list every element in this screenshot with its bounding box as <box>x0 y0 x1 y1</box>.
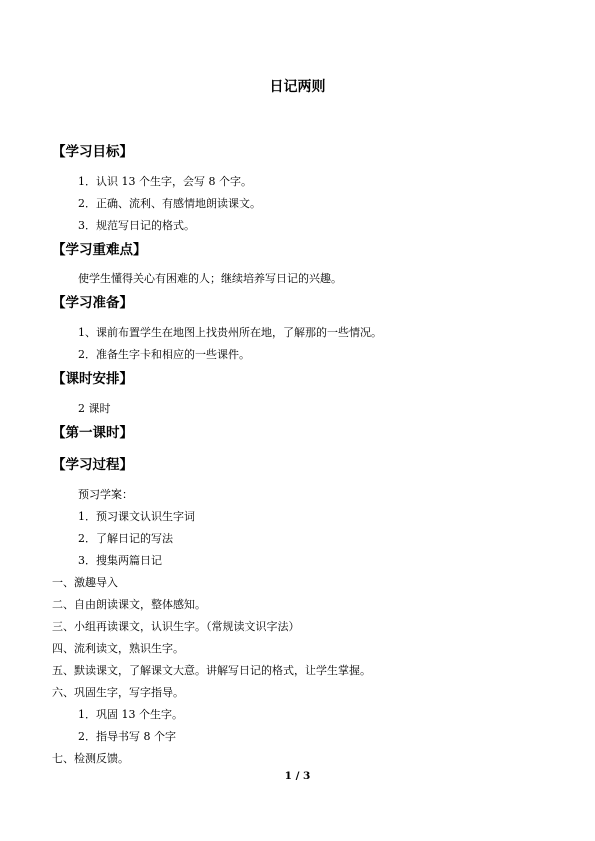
preview-item-2: 2．了解日记的写法 <box>78 532 173 545</box>
document-title: 日记两则 <box>269 79 326 95</box>
process-step-1: 一、激趣导入 <box>52 576 118 589</box>
heading-preparation: 【学习准备】 <box>52 295 133 311</box>
process-step-3: 三、小组再读课文，认识生字。（常规读文识字法） <box>52 620 300 633</box>
process-sub-item-1: 1．巩固 13 个生字。 <box>78 708 183 721</box>
heading-objectives: 【学习目标】 <box>52 144 133 160</box>
preparation-item-1: 1、课前布置学生在地图上找贵州所在地，了解那的一些情况。 <box>78 326 382 339</box>
process-step-4: 四、流利读文，熟识生字。 <box>52 642 184 655</box>
page-number: 1 / 3 <box>284 770 311 782</box>
key-points-text: 使学生懂得关心有困难的人；继续培养写日记的兴趣。 <box>78 272 342 285</box>
process-step-2: 二、自由朗读课文，整体感知。 <box>52 598 206 611</box>
process-sub-item-2: 2．指导书写 8 个字 <box>78 730 176 743</box>
heading-first-lesson: 【第一课时】 <box>52 425 133 441</box>
preview-item-3: 3．搜集两篇日记 <box>78 554 162 567</box>
preview-title: 预习学案： <box>78 488 133 501</box>
heading-process: 【学习过程】 <box>52 457 133 473</box>
objective-item-2: 2．正确、流利、有感情地朗读课文。 <box>78 197 261 210</box>
process-step-7: 七、检测反馈。 <box>52 752 129 765</box>
objective-item-3: 3．规范写日记的格式。 <box>78 219 195 232</box>
process-step-5: 五、默读课文，了解课文大意。讲解写日记的格式，让学生掌握。 <box>52 664 371 677</box>
process-step-6: 六、巩固生字，写字指导。 <box>52 686 184 699</box>
preview-item-1: 1．预习课文认识生字词 <box>78 510 195 523</box>
heading-key-points: 【学习重难点】 <box>52 242 147 258</box>
objective-item-1: 1．认识 13 个生字，会写 8 个字。 <box>78 175 252 188</box>
preparation-item-2: 2．准备生字卡和相应的一些课件。 <box>78 348 250 361</box>
heading-schedule: 【课时安排】 <box>52 371 133 387</box>
schedule-text: 2 课时 <box>78 402 111 415</box>
